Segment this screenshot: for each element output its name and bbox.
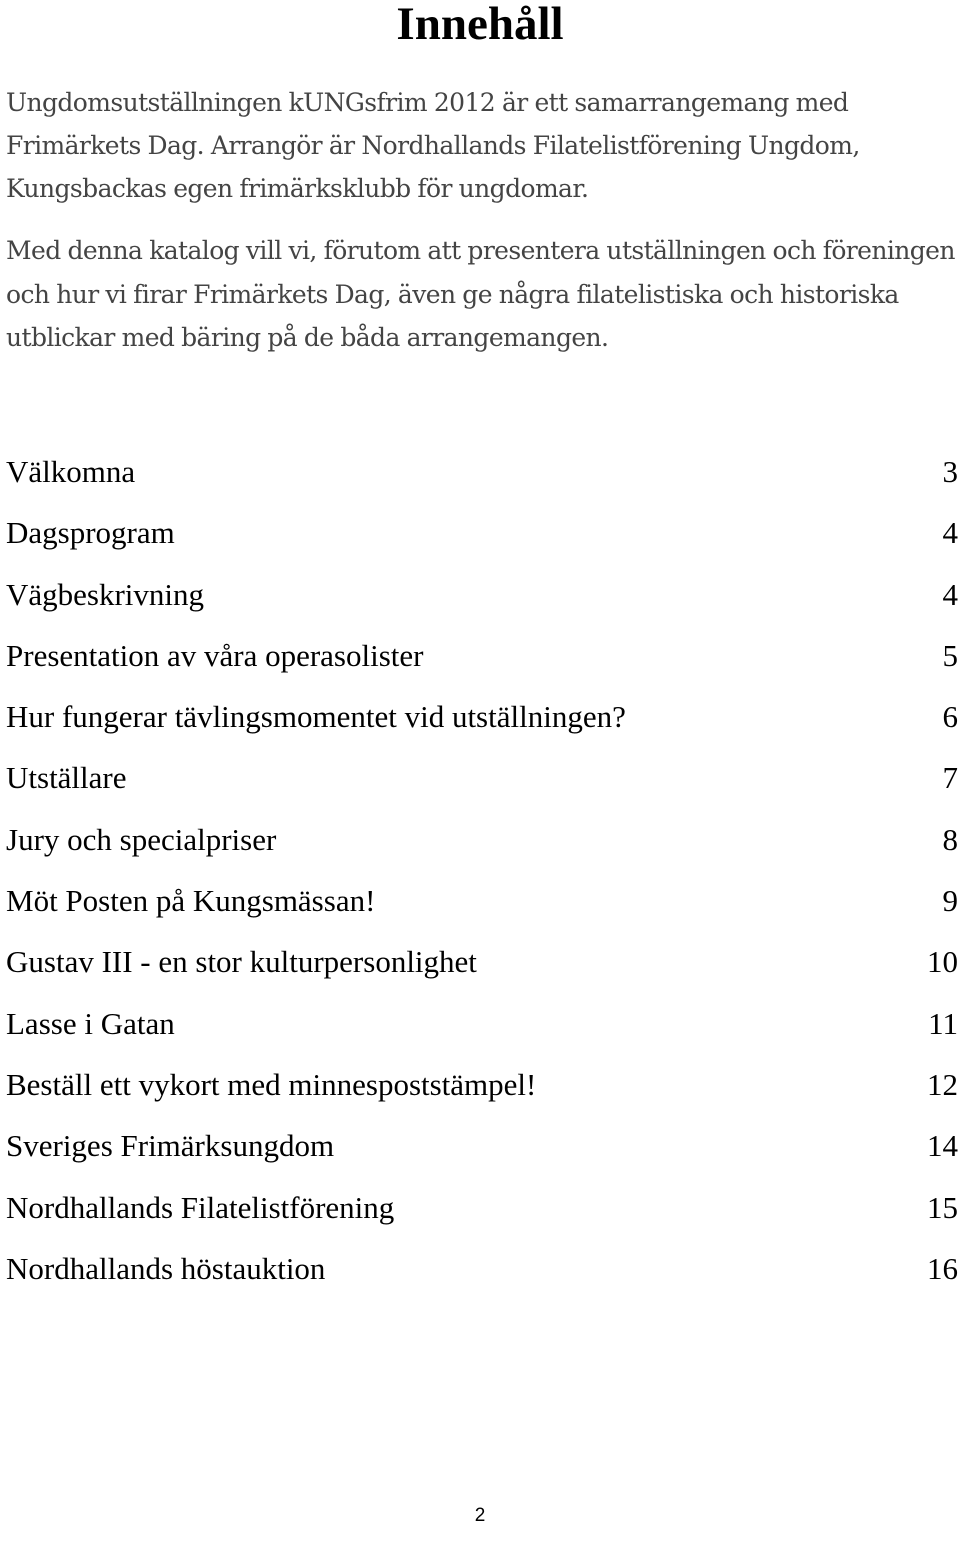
toc-entry-title: Utställare bbox=[6, 760, 127, 796]
toc-entry bbox=[6, 747, 958, 808]
toc-entry-title: Möt Posten på Kungsmässan! bbox=[6, 883, 376, 919]
toc-entry-page: 14 bbox=[927, 1128, 958, 1164]
toc-entry bbox=[6, 870, 958, 931]
page-number: 2 bbox=[474, 1505, 486, 1526]
toc-entry-page: 9 bbox=[942, 883, 958, 919]
toc-entry-page: 12 bbox=[927, 1066, 958, 1102]
toc-entry bbox=[6, 564, 958, 625]
toc-entry bbox=[6, 441, 958, 502]
toc-entry bbox=[6, 1177, 958, 1238]
toc-entry-title: Gustav III - en stor kulturpersonlighet bbox=[6, 944, 477, 980]
table-of-contents bbox=[6, 441, 958, 1299]
toc-entry-page: 5 bbox=[942, 637, 958, 673]
toc-entry-page: 7 bbox=[942, 760, 958, 796]
toc-entry bbox=[6, 686, 958, 747]
toc-entry bbox=[6, 502, 958, 563]
toc-entry-page: 4 bbox=[942, 576, 958, 612]
toc-entry-title: Vägbeskrivning bbox=[6, 576, 205, 612]
page-title: Innehåll bbox=[396, 0, 564, 50]
intro-paragraph: Med denna katalog vill vi, förutom att presentera utställningen och föreningen och hur vi firar Frimärkets Dag, även ge några filatelistiska och historiska utblickar med bäring på de båda arrangemangen. bbox=[6, 236, 955, 352]
toc-entry-page: 3 bbox=[942, 454, 958, 489]
toc-entry-title: Presentation av våra operasolister bbox=[6, 637, 424, 673]
toc-entry-title: Hur fungerar tävlingsmomentet vid utställningen? bbox=[6, 699, 626, 735]
intro-paragraph: Ungdomsutställningen kUNGsfrim 2012 är ett samarrangemang med Frimärkets Dag. Arrangör är Nordhallands Filatelistförening Ungdom, Kungsbackas egen frimärksklubb för ungdomar. bbox=[6, 88, 860, 203]
toc-entry-page: 10 bbox=[927, 944, 958, 980]
toc-entry-page: 6 bbox=[942, 699, 958, 735]
toc-entry bbox=[6, 1054, 958, 1115]
toc-entry-page: 4 bbox=[942, 515, 958, 551]
toc-entry-title: Nordhallands höstauktion bbox=[6, 1250, 326, 1286]
toc-entry bbox=[6, 1238, 958, 1299]
toc-entry-title: Lasse i Gatan bbox=[6, 1005, 175, 1041]
toc-entry-title: Dagsprogram bbox=[6, 515, 175, 551]
toc-entry-title: Sveriges Frimärksungdom bbox=[6, 1128, 335, 1164]
toc-entry-page: 16 bbox=[927, 1250, 958, 1286]
toc-entry-title: Välkomna bbox=[6, 454, 136, 489]
toc-entry-page: 8 bbox=[942, 821, 958, 857]
toc-entry-page: 15 bbox=[927, 1189, 958, 1225]
toc-entry-title: Beställ ett vykort med minnespoststämpel! bbox=[6, 1066, 537, 1102]
toc-entry-title: Nordhallands Filatelistförening bbox=[6, 1189, 395, 1225]
toc-entry-page: 11 bbox=[928, 1005, 958, 1041]
toc-entry bbox=[6, 1115, 958, 1176]
toc-entry bbox=[6, 625, 958, 686]
toc-entry bbox=[6, 993, 958, 1054]
toc-entry bbox=[6, 809, 958, 870]
toc-entry-title: Jury och specialpriser bbox=[6, 821, 277, 857]
toc-entry bbox=[6, 931, 958, 992]
